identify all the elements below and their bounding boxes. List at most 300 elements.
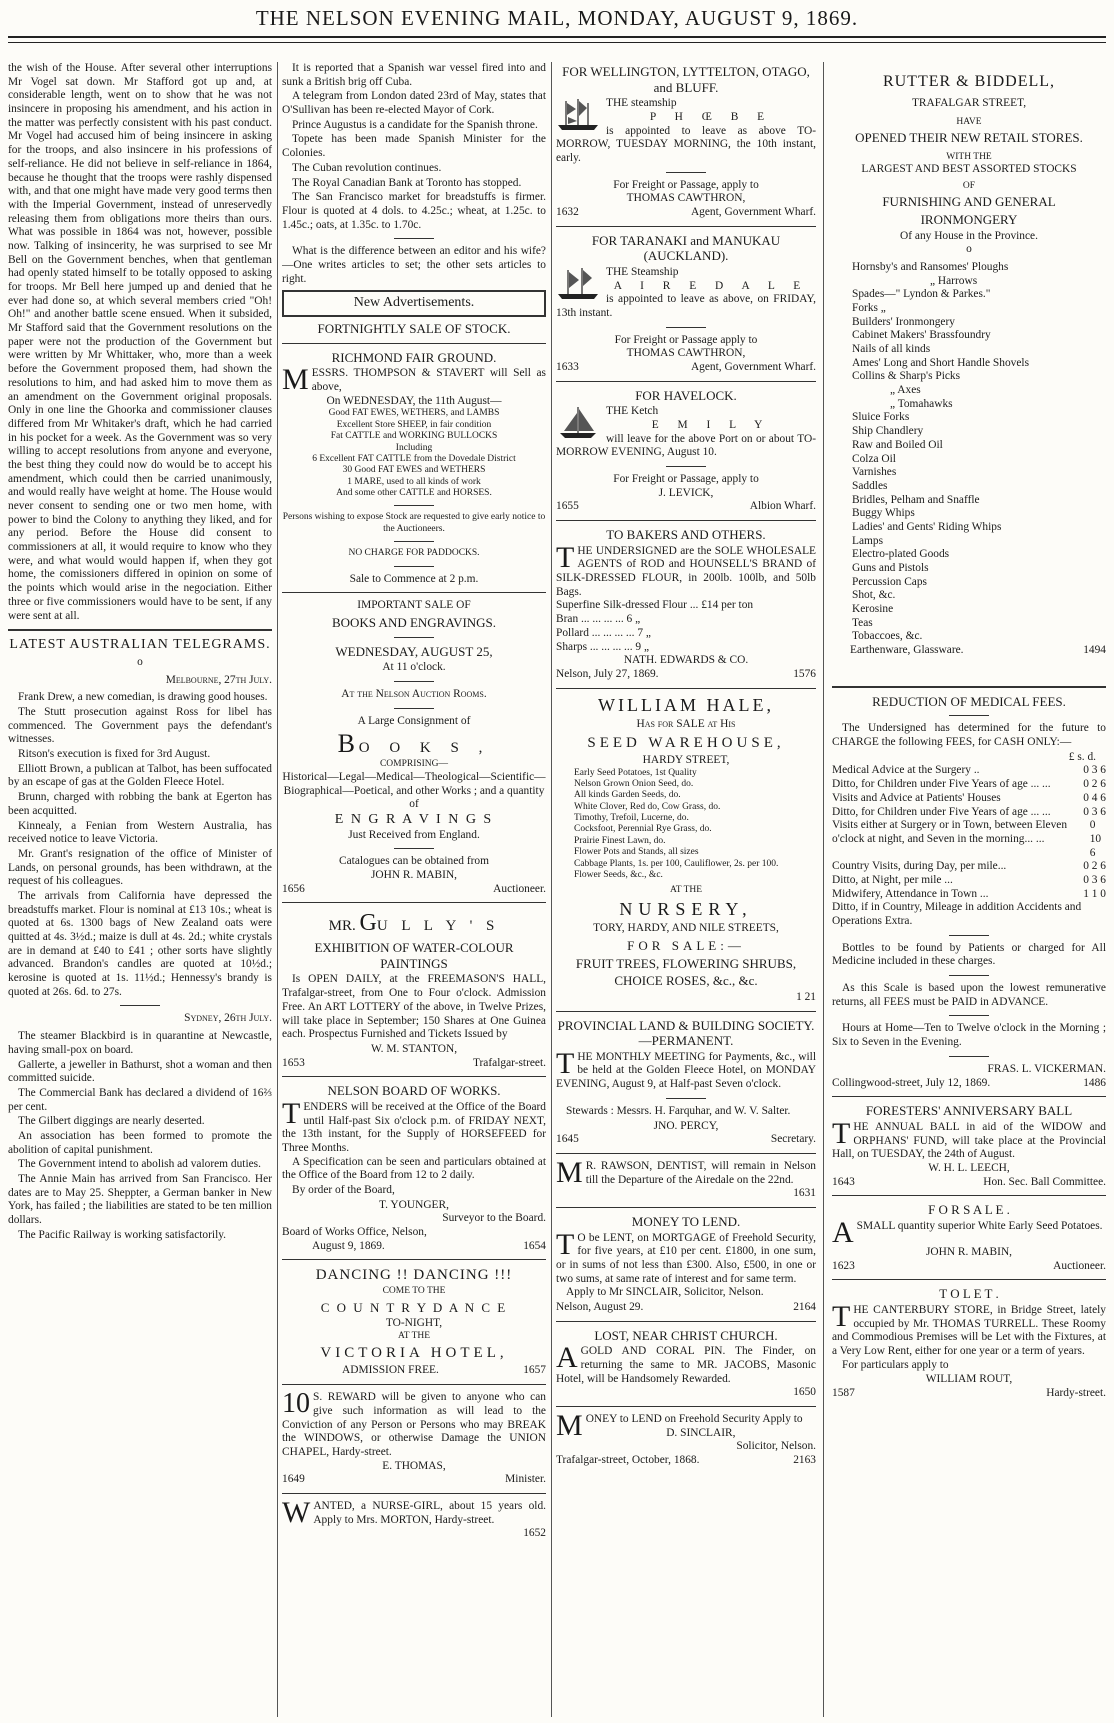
rb-line: OF bbox=[962, 180, 976, 191]
stock-line: 30 Good FAT EWES and WETHERS bbox=[342, 465, 486, 476]
news-item: The Royal Canadian Bank at Toronto has stopped. bbox=[292, 176, 522, 189]
country-dance: C O U N T R Y D A N C E bbox=[320, 1299, 508, 1315]
airedale-text: is appointed to leave as above, on FRIDAY, 13th instant. bbox=[556, 293, 816, 319]
ironmongery-line: IRONMONGERY bbox=[920, 211, 1018, 227]
telegrams-heading: LATEST AUSTRALIAN TELEGRAMS. bbox=[9, 637, 271, 653]
to-let-text: HE CANTERBURY STORE, in Bridge Street, lately occupied by Mr. THOMAS TURRELL. These Roomy and Commodious Premises will be Let with the Fixtures, at a Very Low Rent, either for one year or a term of years. bbox=[832, 1303, 1106, 1357]
provincial-text: HE MONTHLY MEETING for Payments, &c., will be held at the Golden Fleece Hotel, on MONDAY EVENING, August 9, at Half-past Seven o'clock. bbox=[556, 1050, 816, 1091]
seed-item: Early Seed Potatoes, 1st Quality bbox=[574, 767, 697, 778]
column-2 bbox=[282, 62, 546, 1717]
books-line: Catalogues can be obtained from bbox=[339, 855, 489, 868]
sale-time: Sale to Commence at 2 p.m. bbox=[349, 572, 479, 585]
secretary-title: Secretary. bbox=[770, 1133, 816, 1146]
divider bbox=[282, 343, 546, 344]
books-sale-heading: IMPORTANT SALE OF bbox=[357, 599, 471, 612]
phoebe-name: P H Œ B E bbox=[649, 110, 773, 123]
list-item: Hornsby's and Ransomes' Ploughs bbox=[852, 260, 1009, 273]
drop-cap: B bbox=[337, 729, 355, 759]
table-row bbox=[832, 860, 1106, 874]
divider bbox=[666, 327, 706, 328]
divider bbox=[556, 1207, 816, 1208]
ad-number: 1576 bbox=[793, 667, 816, 680]
ad-number: 1631 bbox=[793, 1187, 816, 1200]
fees-note: Bottles to be found by Patients or charged for All Medicine included in these charges. bbox=[832, 941, 1106, 968]
sinclair-date: Trafalgar-street, October, 1868. bbox=[556, 1454, 700, 1467]
board-text: By order of the Board, bbox=[292, 1183, 395, 1196]
gully-name: U L L Y ' S bbox=[376, 918, 500, 935]
solicitor-title: Solicitor, Nelson. bbox=[736, 1440, 816, 1453]
divider bbox=[556, 1321, 816, 1322]
ad-number: 1486 bbox=[1083, 1076, 1106, 1089]
list-item: Guns and Pistols bbox=[852, 562, 929, 575]
stock-line: 6 Excellent FAT CATTLE from the Dovedale District bbox=[312, 453, 516, 464]
fee-value: 0 4 6 bbox=[1083, 791, 1106, 804]
furnishing-line: FURNISHING AND GENERAL bbox=[882, 194, 1056, 210]
emily-intro: THE Ketch bbox=[606, 405, 659, 418]
roses-line: CHOICE ROSES, &c., &c. bbox=[614, 973, 758, 989]
list-item: Ship Chandlery bbox=[852, 425, 924, 438]
fee-value: 0 2 6 bbox=[1083, 778, 1106, 791]
rutter-biddell-heading: RUTTER & BIDDELL, bbox=[882, 73, 1056, 90]
divider bbox=[832, 1195, 1106, 1196]
divider bbox=[394, 848, 434, 849]
thomas-name: E. THOMAS, bbox=[382, 1459, 446, 1472]
list-item: „ Tomahawks bbox=[890, 397, 953, 410]
telegram-item: The Government intend to abolish ad valorem duties. bbox=[18, 1158, 261, 1171]
books-line: COMPRISING— bbox=[379, 759, 449, 770]
divider bbox=[394, 681, 434, 682]
list-item: Varnishes bbox=[852, 466, 897, 479]
masthead-rule bbox=[8, 36, 1106, 38]
divider bbox=[556, 1011, 816, 1012]
divider bbox=[282, 1384, 546, 1385]
airedale-name: A I R E D A L E bbox=[613, 279, 809, 292]
ad-number: 2163 bbox=[793, 1454, 816, 1467]
divider bbox=[282, 1259, 546, 1260]
divider bbox=[282, 592, 546, 593]
divider bbox=[394, 541, 434, 542]
stanton-name: W. M. STANTON, bbox=[370, 1042, 458, 1055]
rawson-dentist-text: R. RAWSON, DENTIST, will remain in Nelson till the Departure of the Airedale on the 22nd. bbox=[585, 1159, 816, 1186]
freight-line: For Freight or Passage apply to bbox=[614, 333, 758, 346]
column-divider bbox=[277, 62, 278, 1717]
stock-sale-heading: FORTNIGHTLY SALE OF STOCK. bbox=[317, 321, 511, 337]
parliament-report: the wish of the House. After several other interruptions Mr Vogel sat down. Mr Stafford got up and, at considerable length, went on to show that he was not insincere in proposing his amendment, and his action in the matter was perfectly consistent with his past conduct. Mr Vogel had accused him of being insincere in asking for the troops, and also insincere in his professions of self-reliance. He did not believe in self-reliance in 1864, because he thought that the troops were rashly dispensed with, and that one might have made very good terms then with the Imperial Government, instead of unreservedly releasing them from obligations more theirs than ours. What was possible in 1864 was not, however, possible now. Talking of insincerity, he was surprised to see Mr Bell on the Government benches, when that gentleman had openly stated himself to be totally opposed to asking for troops. Mr Bell here jumped up and denied that he ever had done so, at which several members cried "Oh! Oh!" and another battle scene ensued. When it subsided, Mr Stafford said that the Government resolutions on the paper were not the production of the Government but were written by Mr Whittaker, who, more than a week before the Government proposed them, had shown the resolutions to him, and had asked him to move them as an amendment on the Government original proposals. Only in one line the Ghoorka and commissioner clauses differed from Mr Whitaker's draft, which he had carried in his pocket for a week. As the Government was so very willing to accept resolutions from anyone and everyone, the best thing they could now do would be to accept his amendment, which could then be carried unanimously, and would really have weight at home. The House would never consent to sending one or two men home, with power to bind the Colony to anything they liked, and for any period. Before the House did consent to commissioners at all, it would require to know who they were, and what would would happen if, when they got home, the comissioners differed in opinion on some of the points which would arise in the negociation. Either three or five commissioners would have to be sent, if any were sent at all. bbox=[8, 62, 272, 622]
william-hale-heading: WILLIAM HALE, bbox=[598, 694, 774, 715]
divider bbox=[394, 566, 434, 567]
mabin-name: JOHN R. MABIN, bbox=[925, 1245, 1013, 1258]
divider bbox=[666, 466, 706, 467]
ad-number: 1657 bbox=[523, 1364, 546, 1377]
ad-number: 1645 bbox=[556, 1133, 579, 1146]
fee-label: Country Visits, during Day, per mile... bbox=[832, 860, 1007, 873]
younger-name: T. YOUNGER, bbox=[379, 1198, 449, 1211]
seed-item: Prairie Finest Lawn, do. bbox=[574, 835, 666, 846]
seed-item: All kinds Garden Seeds, do. bbox=[574, 790, 681, 801]
sinclair-name: D. SINCLAIR, bbox=[666, 1426, 736, 1439]
divider bbox=[832, 686, 1106, 688]
masthead-rule-thin bbox=[8, 42, 1106, 43]
hon-sec-title: Hon. Sec. Ball Committee. bbox=[983, 1175, 1106, 1188]
board-date: August 9, 1869. bbox=[312, 1239, 385, 1252]
list-item: Ladies' and Gents' Riding Whips bbox=[852, 520, 1002, 533]
telegram-item: Brunn, charged with robbing the bank at Egerton has been acquitted. bbox=[8, 791, 272, 817]
seed-item: Timothy, Trefoil, Lucerne, do. bbox=[574, 813, 689, 824]
divider bbox=[282, 1493, 546, 1494]
nursery-streets: TORY, HARDY, AND NILE STREETS, bbox=[593, 922, 779, 935]
lost-text: GOLD AND CORAL PIN. The Finder, on returning the same to MR. JACOBS, Masonic Hotel, will be Handsomely Rewarded. bbox=[556, 1345, 816, 1385]
news-item: Prince Augustus is a candidate for the Spanish throne. bbox=[292, 118, 538, 131]
medical-fees-heading: REDUCTION OF MEDICAL FEES. bbox=[872, 693, 1066, 709]
telegram-item: The arrivals from California have depressed the breadstuffs market. Flour is nominal at £13 10s.; wheat is quoted at 6s. 1300 bags of New Zealand oats were quitted at 4s. 3½d.; maize is dull at 4s. 2d.; white crystals are in demand at £40 to £41 ; other sorts have slightly advanced. Brandon's candles are quoted at 10½d.; kerosine is quoted at 1s. 11½d.; Hennessy's brandy is quoted at 26s. 6d. to 27s. bbox=[8, 889, 272, 998]
trafalgar-street: TRAFALGAR STREET, bbox=[911, 97, 1027, 110]
address: Trafalgar-street. bbox=[472, 1056, 546, 1069]
telegram-item: The Gilbert diggings are nearly deserted. bbox=[18, 1115, 205, 1128]
ad-number: 2164 bbox=[793, 1300, 816, 1313]
board-text: ENDERS will be received at the Office of the Board until Half-past Six o'clock p.m. of FRIDAY NEXT, the 13th instant, for the Supply of HORSEFEED for Three Months. bbox=[282, 1100, 546, 1154]
admission: ADMISSION FREE. bbox=[342, 1364, 439, 1377]
ad-number: 1623 bbox=[832, 1259, 855, 1272]
drop-cap: W bbox=[282, 1495, 311, 1529]
table-row bbox=[832, 806, 1106, 820]
board-text: A Specification can be seen and particulars obtained at the Office of the Board from 12 to 2 daily. bbox=[282, 1155, 546, 1182]
percy-name: JNO. PERCY, bbox=[653, 1119, 719, 1132]
freight-line: For Freight or Passage, apply to bbox=[613, 473, 759, 486]
ad-number: 1656 bbox=[282, 882, 305, 895]
telegram-item: Gallerte, a jeweller in Bathurst, shot a woman and then committed suicide. bbox=[8, 1058, 272, 1085]
agent-title: Agent, Government Wharf. bbox=[690, 206, 816, 218]
divider bbox=[394, 238, 434, 239]
ad-number: 1643 bbox=[832, 1175, 855, 1188]
list-item: Sluice Forks bbox=[852, 411, 910, 424]
news-item: A telegram from London dated 23rd of May, states that O'Sullivan has been re-elected Mayor of Cork. bbox=[282, 90, 546, 117]
ad-number: 1632 bbox=[556, 206, 579, 218]
divider bbox=[949, 975, 989, 976]
list-item: Saddles bbox=[852, 479, 888, 492]
telegram-item: Ritson's execution is fixed for 3rd August. bbox=[18, 748, 211, 761]
nursery-heading: NURSERY, bbox=[619, 898, 753, 919]
reward-text: S. REWARD will be given to anyone who can give such information as will lead to the Conviction of any Person or Persons who may BREAK the WINDOWS, or otherwise Damage the UNION CHAPEL, Hardy-street. bbox=[282, 1391, 546, 1458]
ad-number: 1650 bbox=[793, 1386, 816, 1399]
hale-line: Has for SALE at His bbox=[636, 718, 736, 731]
fee-value: 0 10 6 bbox=[1089, 819, 1102, 859]
stock-line: 1 MARE, used to all kinds of work bbox=[347, 476, 481, 487]
seed-item: Cabbage Plants, 1s. per 100, Cauliflower, 2s. per 100. bbox=[574, 858, 779, 869]
phoebe-text: is appointed to leave as above TO-MORROW, TUESDAY MORNING, the 10th instant, early. bbox=[556, 124, 816, 164]
books-sale-title: BOOKS AND ENGRAVINGS. bbox=[331, 615, 497, 631]
divider bbox=[394, 505, 434, 506]
telegram-item: The Pacific Railway is working satisfactorily. bbox=[18, 1228, 227, 1241]
havelock-heading: FOR HAVELOCK. bbox=[635, 387, 737, 403]
list-item: Builders' Ironmongery bbox=[852, 315, 955, 328]
fee-label: Ditto, for Children under Five Years of age ... ... bbox=[832, 778, 1051, 791]
new-advertisements-banner: New Advertisements. bbox=[282, 290, 546, 317]
emily-name: E M I L Y bbox=[651, 418, 771, 431]
telegram-item: The Stutt prosecution against Ross for libel has commenced. The Government pays the defendant's witnesses. bbox=[8, 706, 272, 746]
ad-number: 1654 bbox=[523, 1239, 546, 1252]
table-row bbox=[832, 874, 1106, 888]
phoebe-intro: THE steamship bbox=[606, 97, 677, 110]
cawthron-name: THOMAS CAWTHRON, bbox=[626, 192, 746, 205]
opened-stores: OPENED THEIR NEW RETAIL STORES. bbox=[855, 130, 1083, 146]
edwards-name: NATH. EDWARDS & CO. bbox=[623, 654, 749, 667]
cawthron-name: THOMAS CAWTHRON, bbox=[626, 347, 746, 360]
ad-number: 1652 bbox=[523, 1527, 546, 1540]
fee-label: Visits either at Surgery or in Town, between Eleven o'clock at night, and Seven in the morning... ... bbox=[832, 819, 1068, 845]
news-item: It is reported that a Spanish war vessel fired into and sunk a British brig off Cuba. bbox=[282, 62, 546, 88]
table-row bbox=[832, 792, 1106, 806]
divider bbox=[394, 637, 434, 638]
richmond-heading: RICHMOND FAIR GROUND. bbox=[331, 349, 497, 365]
fees-note: Ditto, if in Country, Mileage in addition Accidents and Operations Extra. bbox=[832, 901, 1082, 928]
divider bbox=[666, 1098, 706, 1099]
fee-value: 0 2 6 bbox=[1083, 860, 1106, 873]
news-item: The San Francisco market for breadstuffs is firmer. Flour is quoted at 4 dols. to 4.25c.; wheat, at 1.25c. to 1.45c.; oats, at 1.35c. to 1.70c. bbox=[282, 191, 546, 231]
telegram-item: Elliott Brown, a publican at Talbot, has been suffocated by an escape of gas at the Golden Fleece Hotel. bbox=[8, 762, 272, 789]
table-row bbox=[832, 888, 1106, 902]
books-sale-venue: At the Nelson Auction Rooms. bbox=[341, 687, 487, 700]
list-item: Lamps bbox=[852, 534, 884, 547]
list-item: Forks „ bbox=[852, 301, 886, 314]
ad-number: 1655 bbox=[556, 500, 579, 513]
list-item: Electro-plated Goods bbox=[852, 548, 950, 561]
money-lend-text: ONEY to LEND on Freehold Security Apply to bbox=[585, 1413, 803, 1426]
to-let-heading: T O L E T . bbox=[939, 1286, 999, 1302]
news-item: Topete has been made Spanish Minister for the Colonies. bbox=[282, 133, 546, 160]
telegram-item: The steamer Blackbird is in quarantine at Newcastle, having small-pox on board. bbox=[8, 1030, 272, 1056]
stewards-line: Stewards : Messrs. H. Farquhar, and W. V. Salter. bbox=[566, 1104, 791, 1117]
fee-label: Ditto, for Children under Five Years of age ... ... bbox=[832, 805, 1051, 818]
fee-value: 0 3 6 bbox=[1083, 873, 1106, 886]
stock-sale-text: ESSRS. THOMPSON & STAVERT will Sell as above, bbox=[311, 367, 546, 393]
list-item: Percussion Caps bbox=[852, 575, 927, 588]
books-word: O O K S , bbox=[358, 740, 491, 757]
stock-notice: NO CHARGE FOR PADDOCKS. bbox=[348, 548, 480, 559]
to-let-text: For particulars apply to bbox=[842, 1358, 949, 1371]
divider bbox=[949, 1015, 989, 1016]
table-row bbox=[832, 764, 1106, 778]
seed-warehouse: SEED WAREHOUSE, bbox=[587, 734, 785, 751]
stock-line: Fat CATTLE and WORKING BULLOCKS bbox=[330, 431, 498, 442]
albion-wharf: Albion Wharf. bbox=[749, 500, 816, 513]
seed-item: Cocksfoot, Perennial Rye Grass, do. bbox=[574, 824, 712, 835]
divider bbox=[394, 708, 434, 709]
ornament: o bbox=[137, 655, 143, 668]
list-item: Buggy Whips bbox=[852, 507, 915, 520]
list-item: Kerosine bbox=[852, 603, 894, 616]
edwards-date: Nelson, July 27, 1869. bbox=[556, 667, 659, 680]
bakers-text: HE UNDERSIGNED are the SOLE WHOLESALE AGENTS of ROD and HOUNSELL'S BRAND of SILK-DRESSED FLOUR, in 200lb. 100lb, and 50lb Bags. bbox=[556, 544, 816, 598]
dance-line: COME TO THE bbox=[382, 1286, 446, 1297]
seed-item: Flower Seeds, &c., &c. bbox=[574, 870, 663, 881]
joke-item: What is the difference between an editor and his wife?—One writes articles to set; the other sets articles to right. bbox=[282, 245, 546, 285]
divider bbox=[666, 172, 706, 173]
fee-label: Ditto, at Night, per mile ... bbox=[832, 873, 953, 886]
masthead: THE NELSON EVENING MAIL, MONDAY, AUGUST 9, 1869. bbox=[255, 6, 859, 30]
fee-label: Midwifery, Attendance in Town ... bbox=[832, 887, 989, 900]
foresters-text: HE ANNUAL BALL in aid of the WIDOW and ORPHANS' FUND, will take place at the Provincial Hall, on TUESDAY, the 24th of August. bbox=[832, 1120, 1106, 1161]
drop-cap: M bbox=[282, 363, 309, 397]
board-of-works-heading: NELSON BOARD OF WORKS. bbox=[327, 1083, 501, 1099]
fruit-trees-line: FRUIT TREES, FLOWERING SHRUBS, bbox=[575, 955, 797, 971]
currency-header: £ s. d. bbox=[1068, 750, 1096, 763]
dance-line: TO-NIGHT, bbox=[385, 1317, 443, 1330]
divider bbox=[556, 381, 816, 382]
list-item: Teas bbox=[852, 616, 873, 629]
stock-line: Including bbox=[395, 442, 433, 453]
taranaki-heading: FOR TARANAKI and MANUKAU (AUCKLAND). bbox=[591, 232, 781, 264]
rb-line: HAVE bbox=[956, 116, 982, 127]
stock-line: Excellent Store SHEEP, in fair condition bbox=[336, 419, 492, 430]
address: Hardy-street. bbox=[1046, 1386, 1106, 1399]
auctioneer-name: JOHN R. MABIN, bbox=[370, 869, 458, 882]
telegram-item: Frank Drew, a new comedian, is drawing good houses. bbox=[18, 691, 268, 704]
flour-price: Pollard ... ... ... ... 7 „ bbox=[556, 626, 651, 639]
nursery-line: AT THE bbox=[669, 885, 703, 896]
steamship-icon bbox=[556, 266, 600, 300]
victoria-hotel: VICTORIA HOTEL, bbox=[320, 1345, 508, 1362]
money-text: O be LENT, on MORTGAGE of Freehold Security, for five years, at £10 per cent. £1800, in one sum, or in sums of not less than £300. Also, £500, in one or two sums, at same rate of interest and for same term. bbox=[556, 1231, 816, 1285]
list-item: „ Harrows bbox=[930, 274, 978, 287]
books-line: Just Received from England. bbox=[348, 828, 480, 841]
fee-value: 0 3 6 bbox=[1083, 805, 1106, 818]
auctioneer-title: Auctioneer. bbox=[493, 882, 546, 895]
ad-number: 1649 bbox=[282, 1473, 305, 1486]
divider bbox=[949, 1056, 989, 1057]
divider bbox=[282, 902, 546, 903]
fees-hours: Hours at Home—Ten to Twelve o'clock in the Morning ; Six to Seven in the Evening. bbox=[832, 1022, 1106, 1049]
minister-title: Minister. bbox=[505, 1473, 546, 1486]
sailboat-icon bbox=[556, 405, 600, 439]
divider bbox=[8, 629, 272, 631]
ornament: o bbox=[966, 243, 972, 256]
list-item: Nails of all kinds bbox=[852, 343, 931, 356]
for-sale-text: SMALL quantity superior White Early Seed Potatoes. bbox=[856, 1219, 1103, 1232]
flour-price: Sharps ... ... ... ... 9 „ bbox=[556, 640, 650, 653]
flour-price: Bran ... ... ... ... 6 „ bbox=[556, 613, 641, 626]
books-sale-date: WEDNESDAY, AUGUST 25, bbox=[335, 643, 493, 659]
books-sale-time: At 11 o'clock. bbox=[382, 661, 446, 674]
divider bbox=[832, 1279, 1106, 1280]
sale-date: On WEDNESDAY, the 11th August— bbox=[326, 394, 502, 407]
ironmongery-list bbox=[832, 261, 1106, 644]
list-item: Spades—" Lyndon & Parkes." bbox=[852, 288, 991, 301]
wellington-heading: FOR WELLINGTON, LYTTELTON, OTAGO, and BLUFF. bbox=[562, 64, 810, 95]
leech-name: W. H. L. LEECH, bbox=[928, 1161, 1010, 1174]
dancing-heading: DANCING !! DANCING !!! bbox=[315, 1267, 513, 1284]
stock-notice: Persons wishing to expose Stock are requested to give early notice to the Auctioneers. bbox=[282, 512, 546, 534]
ad-number: 1633 bbox=[556, 361, 579, 373]
divider bbox=[949, 935, 989, 936]
column-1 bbox=[8, 62, 272, 1717]
flour-price: Superfine Silk-dressed Flour ... £14 per ton bbox=[556, 599, 754, 612]
books-line: Historical—Legal—Medical—Theological—Scientific—Biographical—Poetical, and other Works ; and a quantity of bbox=[282, 770, 546, 811]
surveyor-title: Surveyor to the Board. bbox=[442, 1212, 546, 1225]
emily-text: will leave for the above Port on or about TO-MORROW EVENING, August 10. bbox=[556, 432, 816, 459]
table-row bbox=[832, 778, 1106, 792]
telegram-item: Mr. Grant's resignation of the office of Minister of Lands, on personal grounds, has been withdrawn, at the request of his colleagues. bbox=[8, 847, 272, 888]
divider bbox=[556, 226, 816, 227]
divider bbox=[556, 520, 816, 521]
money-text: Apply to Mr SINCLAIR, Solicitor, Nelson. bbox=[566, 1286, 764, 1299]
drop-cap: 10 bbox=[282, 1388, 310, 1420]
agent-title: Agent, Government Wharf. bbox=[690, 361, 816, 373]
telegram-item: The Annie Main has arrived from San Francisco. Her dates are to May 25. Sheppter, a German banker in New York, has failed ; the liabilities are stated to be ten million dollars. bbox=[8, 1173, 272, 1227]
fees-note: As this Scale is based upon the lowest remunerative returns, all FEES must be PAID in ADVANCE. bbox=[832, 982, 1106, 1008]
ad-number: 1653 bbox=[282, 1056, 305, 1069]
largest-stocks: LARGEST AND BEST ASSORTED STOCKS bbox=[861, 163, 1077, 176]
wanted-text: ANTED, a NURSE-GIRL, about 15 years old. Apply to Mrs. MORTON, Hardy-street. bbox=[313, 1499, 546, 1526]
column-divider bbox=[551, 62, 552, 1717]
for-sale-line: FOR SALE:— bbox=[627, 938, 745, 954]
dance-line: AT THE bbox=[397, 1331, 431, 1342]
ad-number: 1494 bbox=[1083, 644, 1106, 657]
money-to-lend-heading: MONEY TO LEND. bbox=[631, 1213, 741, 1229]
seed-item: Nelson Grown Onion Seed, do. bbox=[574, 778, 694, 789]
hardy-street: HARDY STREET, bbox=[642, 753, 730, 766]
exhibition-text: Is OPEN DAILY, at the FREEMASON'S HALL, Trafalgar-street, from One to Four o'clock. Admission Free. An ART LOTTERY of the above, in Twelve Prizes, will take place in September; 150 Shares at One Guinea each. Prospectus Furnished and Tickets Issued by bbox=[282, 973, 546, 1041]
list-item: Cabinet Makers' Brassfoundry bbox=[852, 329, 991, 342]
telegram-item: An association has been formed to promote the abolition of capital punishment. bbox=[8, 1129, 272, 1156]
table-row bbox=[832, 819, 1106, 860]
divider bbox=[556, 1406, 816, 1407]
steamship-icon bbox=[556, 97, 600, 131]
ad-number: 1587 bbox=[832, 1386, 855, 1399]
foresters-ball-heading: FORESTERS' ANNIVERSARY BALL bbox=[865, 1103, 1073, 1119]
list-item: Collins & Sharp's Picks bbox=[852, 370, 961, 383]
fee-value: 0 3 6 bbox=[1083, 764, 1106, 777]
list-item: Bridles, Pelham and Snaffle bbox=[852, 493, 980, 506]
list-item: Raw and Boiled Oil bbox=[852, 438, 943, 451]
exhibition-heading: EXHIBITION OF WATER-COLOUR PAINTINGS bbox=[314, 940, 514, 971]
divider bbox=[949, 715, 989, 716]
freight-line: For Freight or Passage, apply to bbox=[613, 178, 759, 191]
auctioneer-title: Auctioneer. bbox=[1053, 1259, 1106, 1272]
lost-heading: LOST, NEAR CHRIST CHURCH. bbox=[594, 1327, 778, 1343]
bakers-heading: TO BAKERS AND OTHERS. bbox=[606, 527, 766, 543]
divider bbox=[120, 1005, 160, 1006]
divider bbox=[556, 688, 816, 689]
telegram-item: Kinnealy, a Fenian from Western Australia, has received notice to leave Victoria. bbox=[8, 819, 272, 846]
stock-line: And some other CATTLE and HORSES. bbox=[336, 488, 492, 499]
seed-item: White Clover, Red do, Cow Grass, do. bbox=[574, 801, 721, 812]
rb-line: Of any House in the Province. bbox=[900, 229, 1038, 242]
drop-cap: G bbox=[359, 910, 377, 937]
money-date: Nelson, August 29. bbox=[556, 1300, 644, 1313]
divider bbox=[832, 1096, 1106, 1097]
drop-cap: T bbox=[282, 1096, 301, 1130]
stock-line: Good FAT EWES, WETHERS, and LAMBS bbox=[328, 408, 500, 419]
board-office: Board of Works Office, Nelson, bbox=[282, 1226, 427, 1239]
engravings-word: E N G R A V I N G S bbox=[334, 811, 494, 827]
vickerman-name: FRAS. L. VICKERMAN. bbox=[987, 1062, 1106, 1075]
vickerman-date: Collingwood-street, July 12, 1869. bbox=[832, 1076, 991, 1089]
divider bbox=[282, 1076, 546, 1077]
fees-intro: The Undersigned has determined for the future to CHARGE the following FEES, for CASH ONLY:— bbox=[832, 722, 1106, 749]
column-divider bbox=[823, 62, 824, 1717]
list-item: Shot, &c. bbox=[852, 589, 896, 602]
list-item: Tobaccoes, &c. bbox=[852, 630, 923, 643]
for-sale-heading: F O R S A L E . bbox=[928, 1202, 1010, 1218]
column-4: RUTTER & BIDDELL, TRAFALGAR STREET, HAVE OPENED THEIR NEW RETAIL STORES. WITH THE LARGEST AND BEST ASSORTED STOCKS OF FURNISHING AND GENERAL IRONMONGERY Of any House in the Province. o Hornsby's and Ransomes' Ploughs „ Harrows Spades—" Lyndon & Parkes." Forks „ Builders' Ironmongery Cabinet Makers' Brassfoundry Nails of all kinds Ames' Long and Short Handle Shovels Collins & Sharp's Picks „ Axes „ Tomahawks Sluice Forks Ship Chandlery Raw and Boiled Oil Colza Oil Varnishes Saddles Bridles, Pelham and Snaffle Buggy Whips Ladies' and Gents' Riding Whips Lamps Electro-plated Goods Guns and Pistols Percussion Caps Shot, &c. Kerosine Teas Tobaccoes, &c. Earthenware, Glassware. 1494 REDUCTION OF MEDICAL FEES. The Undersigned has determined for the future to CHARGE the following FEES, for CASH ONLY:— £ s. d. Medical Advice at the Surgery .. 0 3 6 Ditto, for Children under Five Years of age ... ... 0 2 6 Visits and Advice at Patients' Houses 0 4 6 Ditto, for Children under Five Years of age ... ... 0 3 6 Visits either at Surgery or in Town, between Eleven o'clock at night, and Seven in the morning... ... 0 10 6 Country Visits, during Day, per mile... 0 2 6 Ditto, at Night, per mile ... 0 3 6 Midwifery, Attendance in Town ... 1 1 0 Ditto, if in Country, Mileage in addition Accidents and Operations Extra. Bottles to be found by Patients or charged for All Medicine included in these charges. As this Scale is based upon the lowest remunerative returns, all FEES must be PAID in ADVANCE. Hours at Home—Ten to Twelve o'clock in the Morning ; Six to Seven in the Evening. FRAS. L. VICKERMAN. Collingwood-street, July 12, 1869. 1486 FORESTERS' ANNIVERSARY BALL THE ANNUAL BALL in aid of the WIDOW and ORPHANS' FUND, will take place at the Provincial Hall, on TUESDAY, the 24th of August. W. H. L. LEECH, 1643 Hon. Sec. Ball Committee. F O R S A L E . ASMALL quantity superior White Early Seed Potatoes. JOHN R. MABIN, 1623 Auctioneer. T O L E T . THE CANTERBURY STORE, in Bridge Street, lately occupied by Mr. THOMAS TURRELL. These Roomy and Commodious Premises will be Let with the Fixtures, at a Very Low Rent, either for one year or a term of years. For particulars apply to WILLIAM ROUT, 1587 Hardy-street. bbox=[832, 73, 1106, 1399]
gully-prefix: MR. bbox=[328, 918, 356, 935]
seed-item: Flower Pots and Stands, all sizes bbox=[574, 847, 699, 858]
divider bbox=[556, 1153, 816, 1154]
fee-label: Medical Advice at the Surgery .. bbox=[832, 764, 980, 777]
column-3: FOR WELLINGTON, LYTTELTON, OTAGO, and BLUFF. THE steamship P H Œ B E is appointed to leave as above TO-MORROW, TUESDAY MORNING, the 10th instant, early. For Freight or Passage, apply to THOMAS CAWTHRON, 1632 Agent, Government Wharf. FOR TARANAKI and MANUKAU (AUCKLAND). THE Steamship A I R E D A L E is appointed to leave as above, on FRIDAY, 13th instant. For Freight or Passage apply to THOMAS CAWTHRON, 1633 Agent, Government Wharf. FOR HAVELOCK. THE Ketch E M I L Y will leave for the above Port on or about TO-MORROW EVENING, August 10. For Freight or Passage, apply to J. LEVICK, 1655 Albion Wharf. TO BAKERS AND OTHERS. THE UNDERSIGNED are the SOLE WHOLESALE AGENTS of ROD and HOUNSELL'S BRAND of SILK-DRESSED FLOUR, in 200lb. 100lb, and 50lb Bags. Superfine Silk-dressed Flour ... £14 per ton Bran ... ... ... ... 6 „ Pollard ... ... ... ... 7 „ Sharps ... ... ... ... 9 „ NATH. EDWARDS & CO. Nelson, July 27, 1869. 1576 WILLIAM HALE, Has for SALE at His SEED WAREHOUSE, HARDY STREET, Early Seed Potatoes, 1st Quality Nelson Grown Onion Seed, do. All kinds Garden Seeds, do. White Clover, Red do, Cow Grass, do. Timothy, Trefoil, Lucerne, do. Cocksfoot, Perennial Rye Grass, do. Prairie Finest Lawn, do. Flower Pots and Stands, all sizes Cabbage Plants, 1s. per 100, Cauliflower, 2s. per 100. Flower Seeds, &c., &c. AT THE NURSERY, TORY, HARDY, AND NILE STREETS, FOR SALE:— FRUIT TREES, FLOWERING SHRUBS, CHOICE ROSES, &c., &c. 1 21 PROVINCIAL LAND & BUILDING SOCIETY.—PERMANENT. THE MONTHLY MEETING for Payments, &c., will be held at the Golden Fleece Hotel, on MONDAY EVENING, August 9, at Half-past Seven o'clock. Stewards : Messrs. H. Farquhar, and W. V. Salter. JNO. PERCY, 1645 Secretary. M R. RAWSON, DENTIST, will remain in Nelson till the Departure of the Airedale on the 22nd. 1631 MONEY TO LEND. T O be LENT, on MORTGAGE of Freehold Security, for five years, at £10 per cent. £1800, in one sum, or in sums of not less than £300. Also, £500, in one or two sums, at same rate of interest and for same term. Apply to Mr SINCLAIR, Solicitor, Nelson. Nelson, August 29. 2164 LOST, NEAR CHRIST CHURCH. AGOLD AND CORAL PIN. The Finder, on returning the same to MR. JACOBS, Masonic Hotel, will be Handsomely Rewarded. 1650 MONEY to LEND on Freehold Security Apply to D. SINCLAIR, Solicitor, Nelson. Trafalgar-street, October, 1868. 2163 bbox=[556, 64, 816, 1467]
fee-label: Visits and Advice at Patients' Houses bbox=[832, 791, 1001, 804]
rb-line: WITH THE bbox=[946, 151, 992, 162]
